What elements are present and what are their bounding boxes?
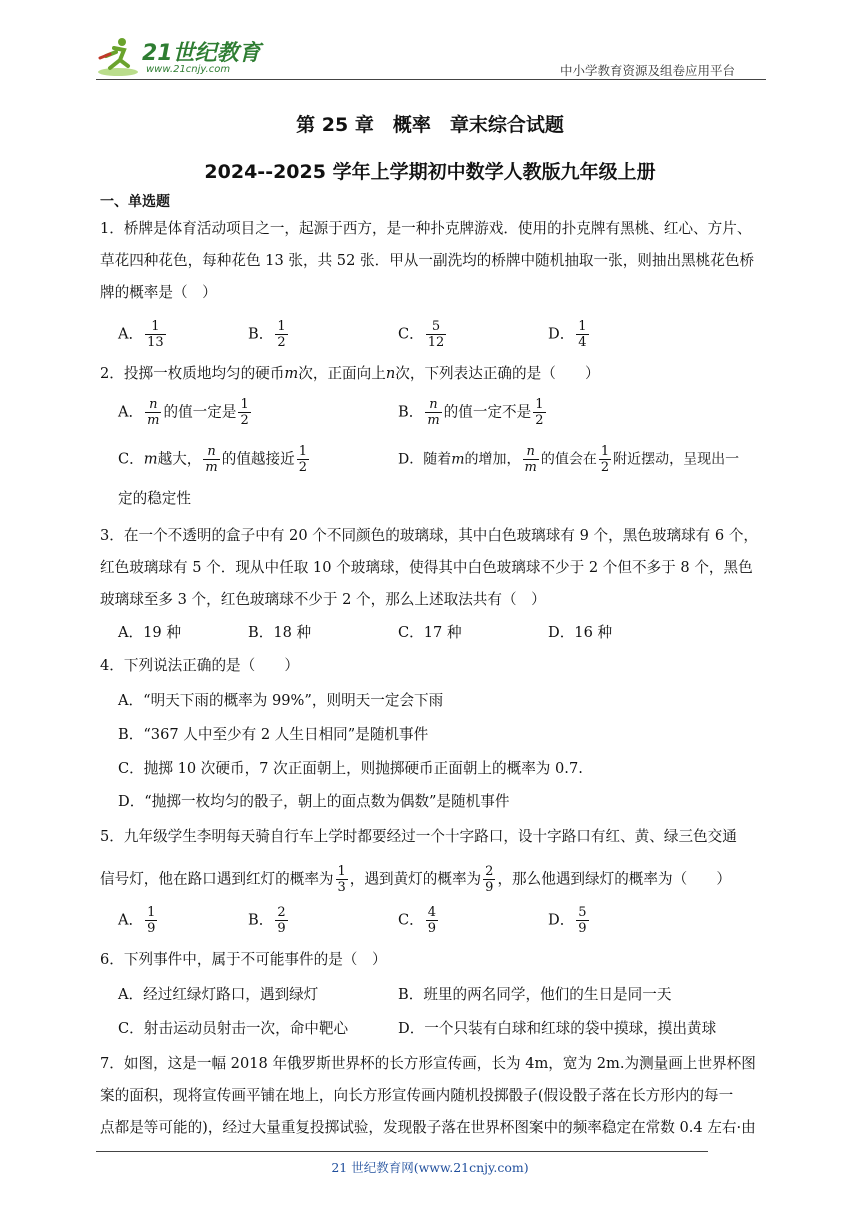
q6-option-b: B．班里的两名同学，他们的生日是同一天 <box>398 986 672 1003</box>
q2-option-d-continued: 定的稳定性 <box>118 490 191 507</box>
footer-link[interactable]: 21 世纪教育网(www.21cnjy.com) <box>331 1160 529 1175</box>
q4-option-b: B．“367 人中至少有 2 人生日相同”是随机事件 <box>118 726 429 743</box>
q7-line3: 点都是等可能的)，经过大量重复投掷试验，发现骰子落在世界杯图案中的频率稳定在常数 0.4 左右·由 <box>100 1119 756 1136</box>
q3-option-c: C．17 种 <box>398 624 462 641</box>
page-subtitle: 2024--2025 学年上学期初中数学人教版九年级上册 <box>204 161 656 183</box>
q1-option-b: B． $\frac{1}{2}$ <box>248 319 286 350</box>
q5-option-b: B． $\frac{2}{9}$ <box>248 905 286 936</box>
page-title: 第 25 章 概率 章末综合试题 <box>296 114 564 136</box>
q1-line1: 1．桥牌是体育活动项目之一，起源于西方，是一种扑克牌游戏．使用的扑克牌有黑桃、红心、方片、 <box>100 220 752 237</box>
q1-line2: 草花四种花色，每种花色 13 张，共 52 张．甲从一副洗均的桥牌中随机抽取一张，则抽出黑桃花色桥 <box>100 252 755 269</box>
header-platform-text: 中小学教育资源及组卷应用平台 <box>560 63 736 78</box>
q3-line3: 玻璃球至多 3 个，红色玻璃球不少于 2 个，那么上述取法共有（ ） <box>100 591 546 608</box>
q5-line2: 信号灯，他在路口遇到红灯的概率为 $\frac{1}{3}$ ，遇到黄灯的概率为 $\frac{2}{9}$ ，那么他遇到绿灯的概率为（ ） <box>100 864 731 895</box>
q2-option-b: B． $\frac{n}{m}$ 的值一定不是 $\frac{1}{2}$ <box>398 397 544 428</box>
q3-option-a: A．19 种 <box>118 624 181 641</box>
site-logo <box>96 34 266 80</box>
footer-divider <box>96 1151 708 1152</box>
q6-stem: 6．下列事件中，属于不可能事件的是（ ） <box>100 951 387 968</box>
q3-line2: 红色玻璃球有 5 个．现从中任取 10 个玻璃球，使得其中白色玻璃球不少于 2 个但不多于 8 个，黑色 <box>100 559 753 576</box>
q5-option-d: D． $\frac{5}{9}$ <box>548 905 587 936</box>
header-divider <box>96 79 766 80</box>
q6-option-c: C．射击运动员射击一次，命中靶心 <box>118 1020 349 1037</box>
section-heading: 一、单选题 <box>100 194 170 210</box>
q4-option-d: D．“抛掷一枚均匀的骰子，朝上的面点数为偶数”是随机事件 <box>118 793 510 810</box>
q1-line3: 牌的概率是（ ） <box>100 284 217 301</box>
q3-line1: 3．在一个不透明的盒子中有 20 个不同颜色的玻璃球，其中白色玻璃球有 9 个，黑色玻璃球有 6 个， <box>100 527 759 544</box>
q2-option-a: A． $\frac{n}{m}$ 的值一定是 $\frac{1}{2}$ <box>118 397 249 428</box>
q3-option-b: B．18 种 <box>248 624 312 641</box>
q2-option-d: D．随着m的增加， $\frac{n}{m}$ 的值会在 $\frac{1}{2}$ 附近摆动，呈现出一 <box>398 444 740 475</box>
q6-option-d: D．一个只装有白球和红球的袋中摸球，摸出黄球 <box>398 1020 717 1037</box>
q1-option-c: C． $\frac{5}{12}$ <box>398 319 445 350</box>
q4-option-a: A．“明天下雨的概率为 99%”，则明天一定会下雨 <box>118 692 444 709</box>
q1-option-a: A． $\frac{1}{13}$ <box>118 319 164 350</box>
q5-line1: 5．九年级学生李明每天骑自行车上学时都要经过一个十字路口，设十字路口有红、黄、绿三色交通 <box>100 828 737 845</box>
q4-option-c: C．抛掷 10 次硬币，7 次正面朝上，则抛掷硬币正面朝上的概率为 0.7. <box>118 760 583 777</box>
q3-option-d: D．16 种 <box>548 624 613 641</box>
q7-line2: 案的面积，现将宣传画平铺在地上，向长方形宣传画内随机投掷骰子(假设骰子落在长方形内的每一 <box>100 1087 734 1104</box>
q4-stem: 4．下列说法正确的是（ ） <box>100 657 300 674</box>
logo-url: www.21cnjy.com <box>146 64 231 75</box>
q5-option-c: C． $\frac{4}{9}$ <box>398 905 437 936</box>
q2-stem: 2．投掷一枚质地均匀的硬币m次，正面向上n次，下列表达正确的是（ ） <box>100 365 600 382</box>
q7-line1: 7．如图，这是一幅 2018 年俄罗斯世界杯的长方形宣传画，长为 4m，宽为 2m.为测量画上世界杯图 <box>100 1055 756 1072</box>
q5-option-a: A． $\frac{1}{9}$ <box>118 905 156 936</box>
q1-option-d: D． $\frac{1}{4}$ <box>548 319 587 350</box>
logo-text: 21世纪教育 <box>142 41 261 66</box>
q2-option-c: C．m越大， $\frac{n}{m}$ 的值越接近 $\frac{1}{2}$ <box>118 444 307 475</box>
q6-option-a: A．经过红绿灯路口，遇到绿灯 <box>118 986 319 1003</box>
